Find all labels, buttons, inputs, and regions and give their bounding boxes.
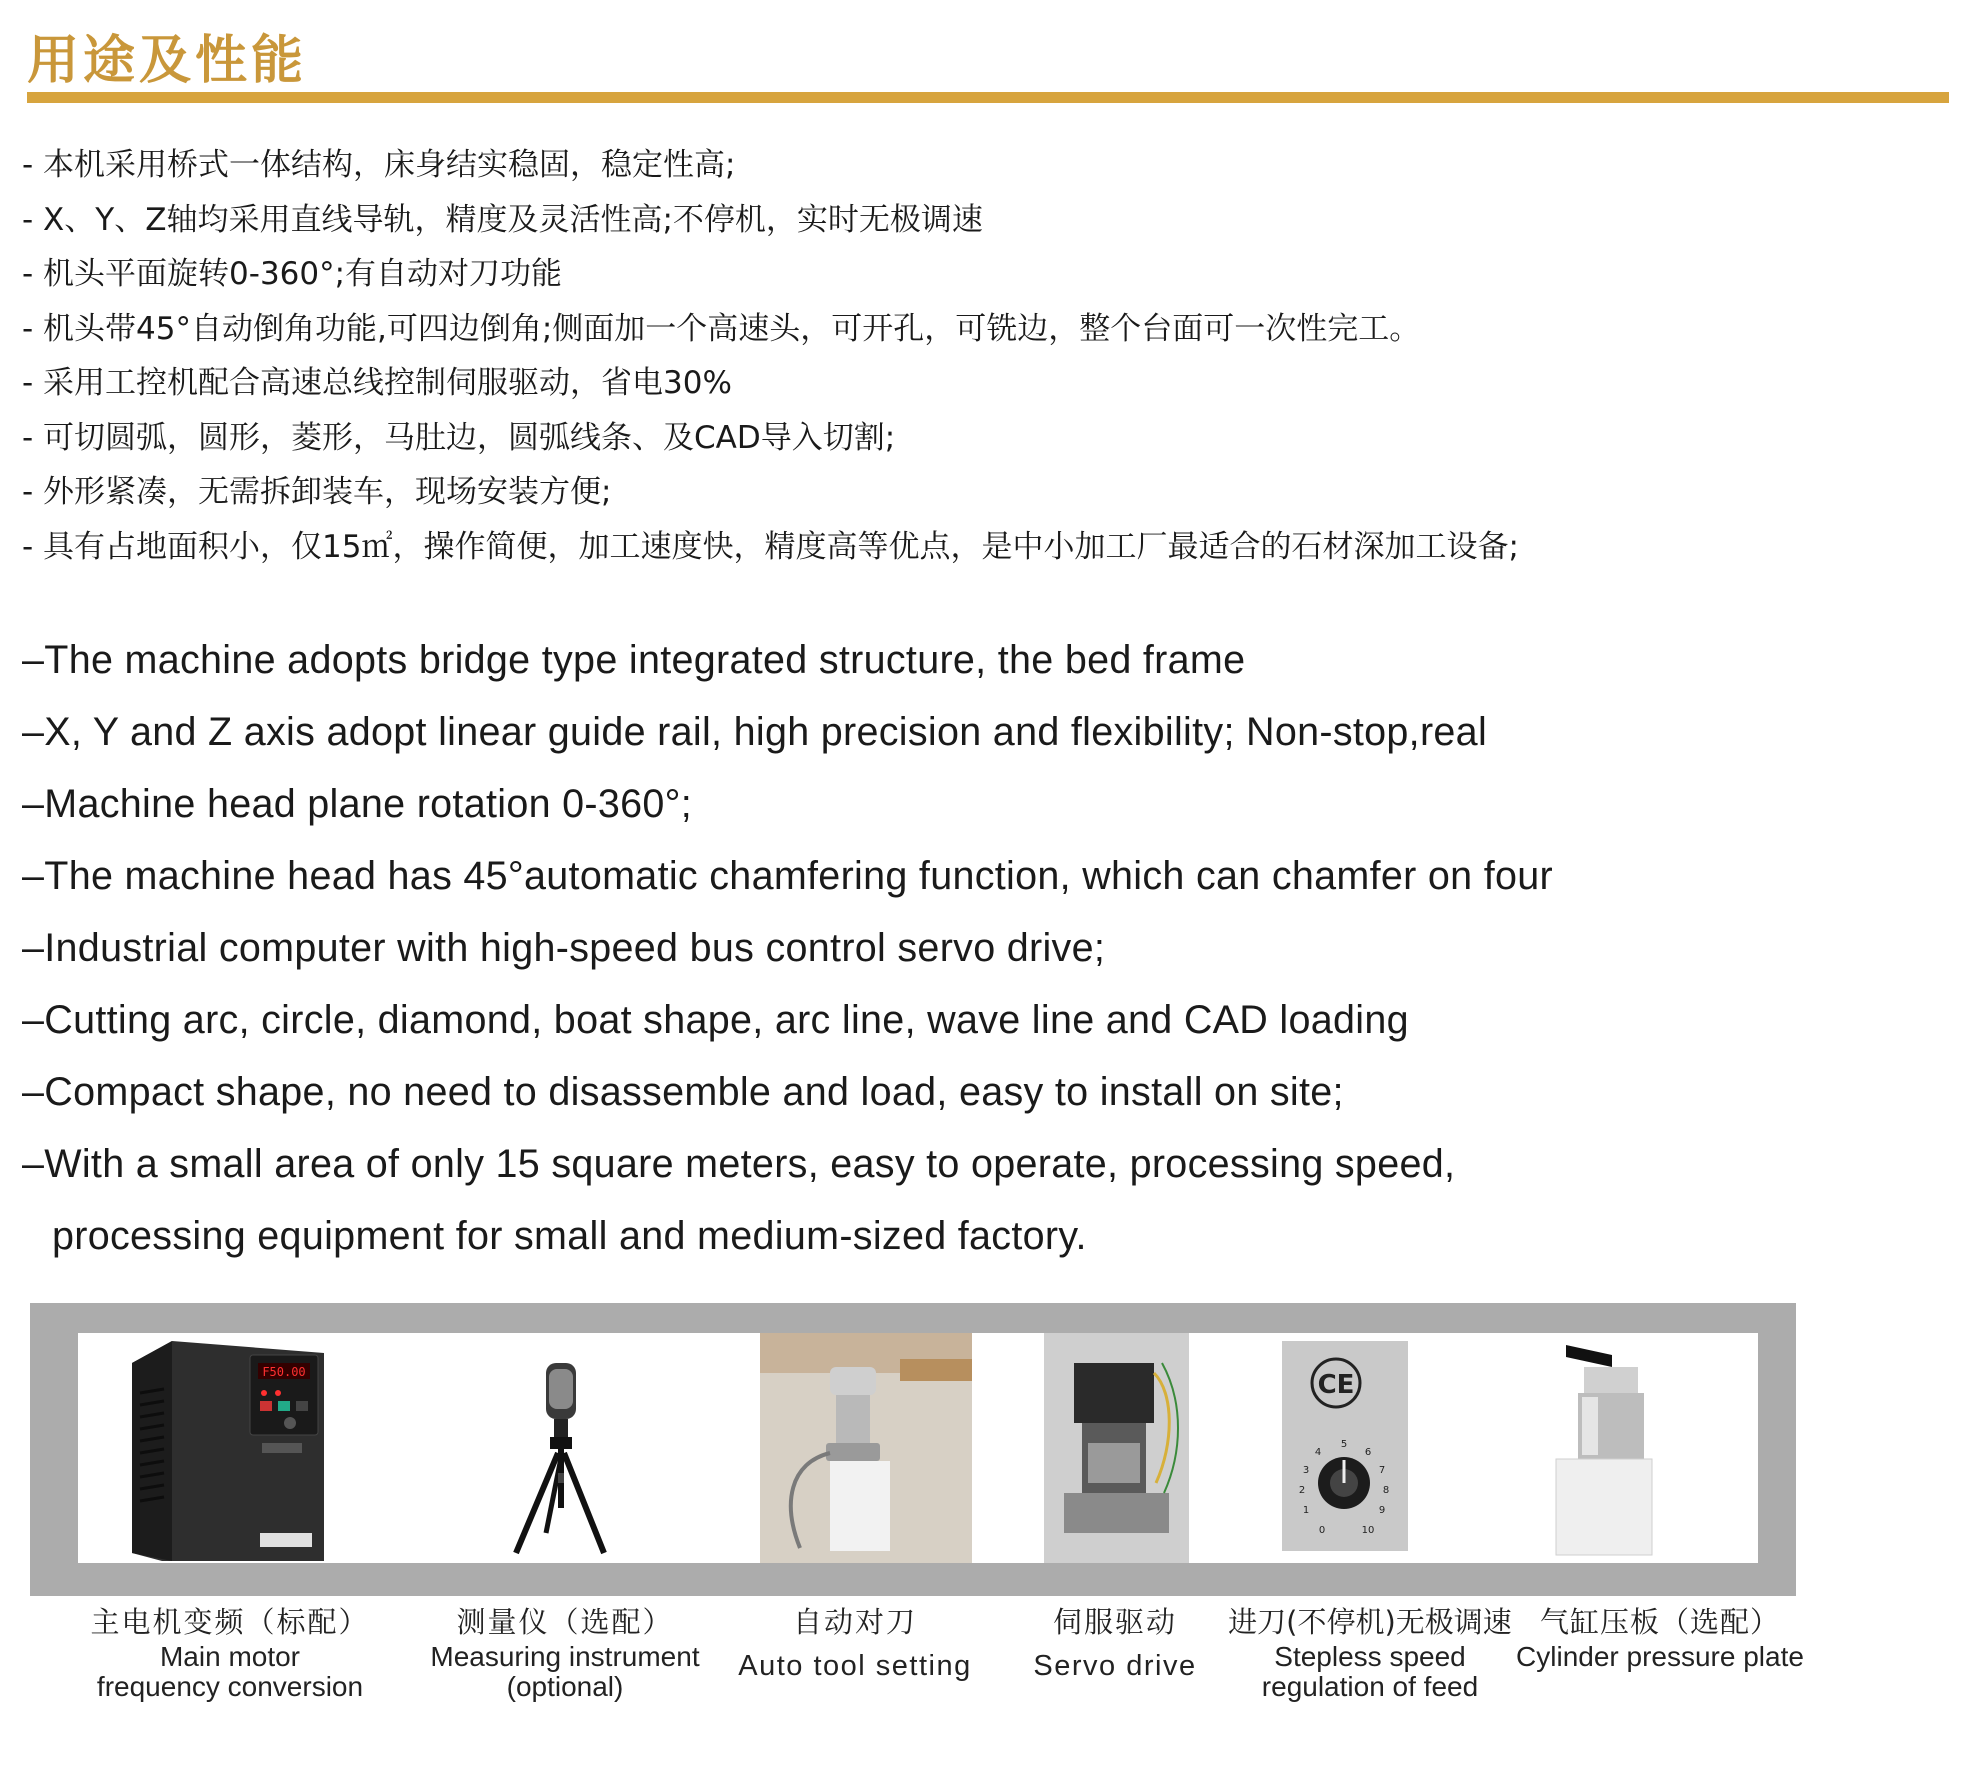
- knob-scale-label: 8: [1382, 1485, 1390, 1496]
- features-en-list: [22, 624, 1952, 1272]
- title-underline: [27, 92, 1949, 103]
- component-caption: [725, 1602, 985, 1686]
- inverter-display-readout: F50.00: [262, 1365, 306, 1379]
- feature-en-item: –Cutting arc, circle, diamond, boat shape, arc line, wave line and CAD loading: [22, 998, 1409, 1042]
- components-photo-strip: [78, 1333, 1758, 1563]
- feature-cn-item: - 机头带45°自动倒角功能,可四边倒角;侧面加一个高速头，可开孔，可铣边，整个台面可一次性完工。: [22, 310, 1421, 347]
- frequency-inverter-icon: [102, 1333, 332, 1563]
- feature-en-item: –Industrial computer with high-speed bus control servo drive;: [22, 926, 1106, 970]
- feature-en-item: –Compact shape, no need to disassemble and load, easy to install on site;: [22, 1070, 1344, 1114]
- caption-en: (optional): [506, 1671, 624, 1702]
- caption-cn: 自动对刀: [792, 1605, 917, 1639]
- feature-en-item-continuation: processing equipment for small and medium-sized factory.: [52, 1214, 1087, 1258]
- caption-en: Auto tool setting: [738, 1650, 972, 1682]
- feature-cn-item: - 具有占地面积小，仅15㎡，操作简便，加工速度快，精度高等优点，是中小加工厂最适合的石材深加工设备;: [22, 528, 1519, 565]
- knob-scale-label: 0: [1318, 1525, 1326, 1536]
- feature-en-item: –The machine adopts bridge type integrated structure, the bed frame: [22, 638, 1246, 682]
- knob-scale-label: 9: [1378, 1505, 1386, 1516]
- component-caption: [415, 1602, 715, 1702]
- knob-scale-label: 6: [1364, 1447, 1372, 1458]
- caption-en: Stepless speed: [1274, 1641, 1466, 1672]
- servo-drive-icon: [1044, 1333, 1189, 1563]
- caption-cn: 主电机变频（标配）: [90, 1605, 370, 1639]
- feature-en-item: –Machine head plane rotation 0-360°;: [22, 782, 693, 826]
- feature-en-item: –X, Y and Z axis adopt linear guide rail, high precision and flexibility; Non-stop,real: [22, 710, 1488, 754]
- feature-en-item: –With a small area of only 15 square meters, easy to operate, processing speed,: [22, 1142, 1456, 1186]
- knob-scale-label: 10: [1361, 1525, 1375, 1536]
- caption-en: Measuring instrument: [430, 1641, 700, 1672]
- caption-en: regulation of feed: [1261, 1671, 1479, 1702]
- knob-scale-label: 7: [1378, 1465, 1386, 1476]
- feature-cn-item: - 采用工控机配合高速总线控制伺服驱动，省电30%: [22, 365, 732, 401]
- feature-cn-item: - 可切圆弧，圆形，菱形，马肚边，圆弧线条、及CAD导入切割;: [22, 419, 896, 456]
- knob-scale-label: 1: [1302, 1505, 1310, 1516]
- caption-en: Servo drive: [1033, 1650, 1197, 1682]
- section-title: 用途及性能: [27, 31, 308, 91]
- feature-cn-item: - 本机采用桥式一体结构，床身结实稳固，稳定性高;: [22, 147, 736, 183]
- cylinder-plate-icon: [1552, 1333, 1672, 1563]
- tripod-measuring-instrument-icon: [486, 1333, 636, 1563]
- knob-scale-label: 3: [1302, 1465, 1310, 1476]
- caption-en: Main motor: [159, 1641, 301, 1672]
- components-band: [30, 1303, 1796, 1596]
- knob-scale-label: 5: [1340, 1439, 1348, 1450]
- caption-cn: 测量仪（选配）: [456, 1605, 674, 1639]
- component-caption: [1000, 1602, 1230, 1686]
- caption-cn: 进刀(不停机)无极调速: [1228, 1605, 1512, 1639]
- component-caption: [1210, 1602, 1530, 1702]
- caption-en: Cylinder pressure plate: [1516, 1641, 1804, 1672]
- feature-cn-item: - X、Y、Z轴均采用直线导轨，精度及灵活性高;不停机，实时无极调速: [22, 201, 983, 238]
- caption-en: frequency conversion: [96, 1671, 364, 1702]
- feature-cn-item: - 外形紧凑，无需拆卸装车，现场安装方便;: [22, 474, 612, 510]
- caption-cn: 气缸压板（选配）: [1539, 1605, 1780, 1639]
- tool-setter-icon: [760, 1333, 972, 1563]
- speed-knob-icon: [1282, 1333, 1408, 1563]
- knob-scale-label: 2: [1298, 1485, 1306, 1496]
- feature-cn-item: - 机头平面旋转0-360°;有自动对刀功能: [22, 256, 563, 292]
- component-caption: [80, 1602, 380, 1702]
- component-caption: [1500, 1602, 1820, 1672]
- feature-en-item: –The machine head has 45°automatic chamfering function, which can chamfer on four: [22, 854, 1553, 898]
- knob-scale-label: 4: [1314, 1447, 1322, 1458]
- caption-cn: 伺服驱动: [1052, 1605, 1177, 1639]
- ce-mark: CE: [1317, 1370, 1355, 1400]
- features-cn-list: [22, 138, 1952, 574]
